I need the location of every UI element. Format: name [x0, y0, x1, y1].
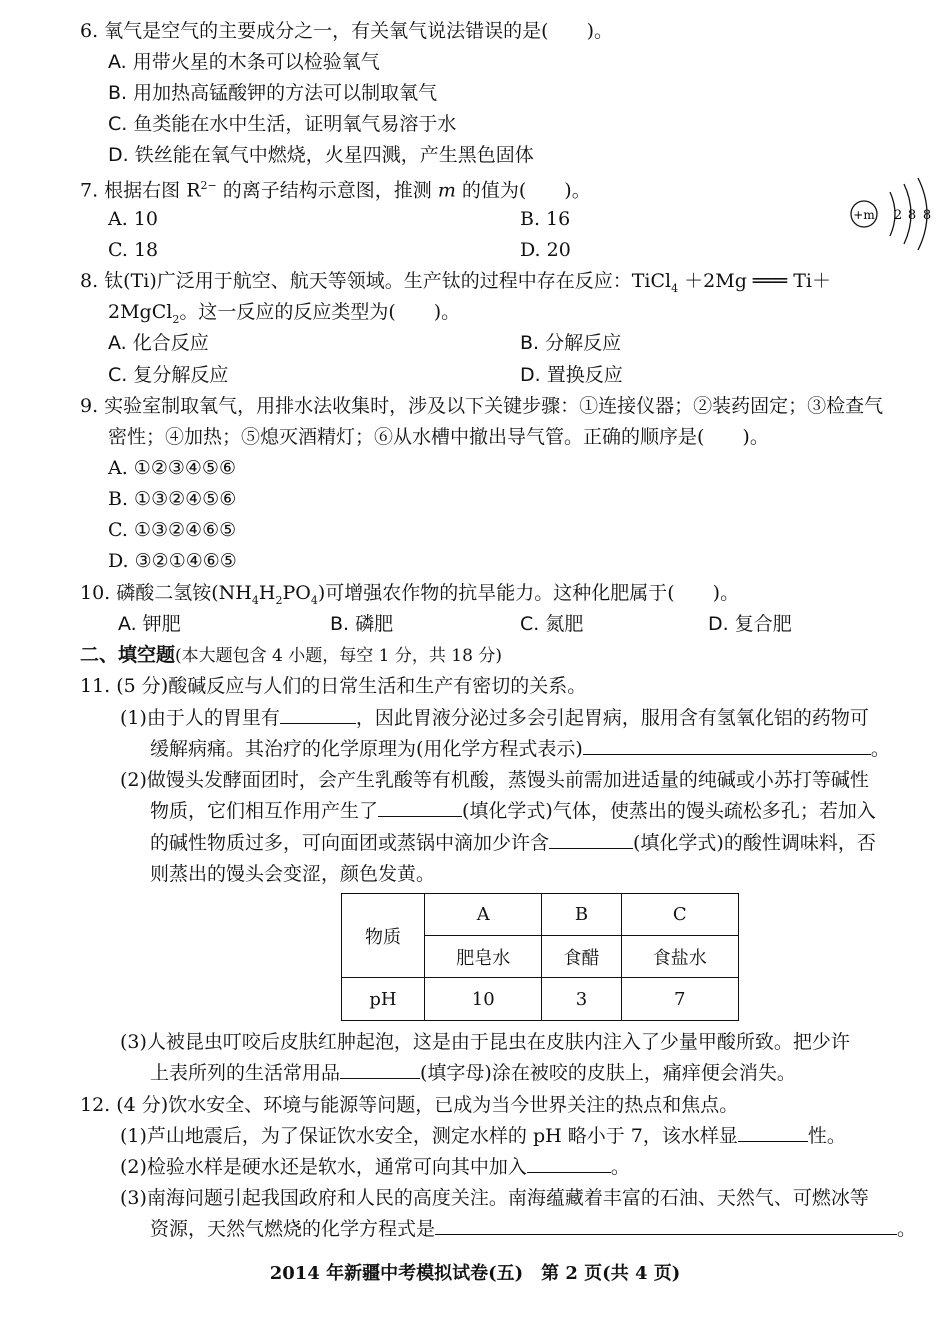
table-name-b: 食醋	[542, 936, 621, 978]
q10-option-c: C. 氮肥	[520, 613, 584, 635]
table-ph-a: 10	[425, 978, 542, 1021]
q7-option-d: D. 20	[520, 239, 571, 261]
q10-stem: 10. 磷酸二氢铵$(NH_4H_2PO_4)$可增强农作物的抗旱能力。这种化肥属于( )。	[80, 582, 740, 607]
section2-heading: 二、填空题(本大题包含 4 小题，每空 1 分，共 18 分)	[80, 644, 502, 666]
q12-part2: (2)检验水样是硬水还是软水，通常可向其中加入 。	[120, 1156, 630, 1178]
q9-option-b: B. ①③②④⑤⑥	[108, 488, 237, 510]
q9-option-a: A. ①②③④⑤⑥	[108, 457, 236, 479]
shell-3-count: 8	[922, 208, 932, 223]
q6-option-c: C. 鱼类能在水中生活，证明氧气易溶于水	[108, 113, 457, 135]
q11-part2-line4: 则蒸出的馒头会变涩，颜色发黄。	[150, 863, 436, 885]
q8-stem-line2: 2MgCl$_2$。这一反应的反应类型为( )。	[108, 301, 461, 326]
q12-blank-acidity[interactable]	[738, 1123, 808, 1142]
q8-option-b: B. 分解反应	[520, 332, 622, 354]
q11-blank-acid[interactable]	[549, 830, 633, 849]
table-ph-c: 7	[621, 978, 739, 1021]
table-col-a: A	[425, 894, 542, 936]
q12-stem: 12. (4 分)饮水安全、环境与能源等问题，已成为当今世界关注的热点和焦点。	[80, 1094, 739, 1116]
q10-option-d: D. 复合肥	[708, 613, 792, 635]
table-col-c: C	[621, 894, 739, 936]
ion-structure-diagram	[846, 174, 936, 254]
q7-option-a: A. 10	[108, 208, 158, 230]
q9-option-d: D. ③②①④⑥⑤	[108, 550, 237, 572]
q11-part1-line1: (1)由于人的胃里有 ，因此胃液分泌过多会引起胃病，服用含有氢氧化铝的药物可	[120, 707, 869, 729]
q11-part3-line2: 上表所列的生活常用品 (填字母)涂在被咬的皮肤上，痛痒便会消失。	[150, 1062, 796, 1084]
q7-option-c: C. 18	[108, 239, 159, 261]
shell-2-count: 8	[907, 208, 917, 223]
q7-stem: 7. 根据右图 $R^{2-}$ 的离子结构示意图，推测 m 的值为( )。	[80, 179, 591, 202]
q9-stem-line1: 9. 实验室制取氧气，用排水法收集时，涉及以下关键步骤：①连接仪器；②装药固定；③检查气	[80, 395, 884, 417]
table-name-a: 肥皂水	[425, 936, 542, 978]
q6-option-a: A. 用带火星的木条可以检验氧气	[108, 51, 380, 73]
table-col-b: B	[542, 894, 621, 936]
q6-option-b: B. 用加热高锰酸钾的方法可以制取氧气	[108, 82, 438, 104]
page-footer: 2014 年新疆中考模拟试卷(五) 第 2 页(共 4 页)	[269, 1263, 681, 1284]
table-ph-label: pH	[342, 978, 425, 1021]
q9-stem-line2: 密性；④加热；⑤熄灭酒精灯；⑥从水槽中撤出导气管。正确的顺序是( )。	[108, 426, 769, 448]
q12-part3-line1: (3)南海问题引起我国政府和人民的高度关注。南海蕴藏着丰富的石油、天然气、可燃冰等	[120, 1187, 869, 1209]
q7-option-b: B. 16	[520, 208, 571, 230]
q8-stem-line1: 8. 钛(Ti)广泛用于航空、航天等领域。生产钛的过程中存在反应：TiCl$_4$ ＋2Mg ═══ Ti＋	[80, 270, 832, 295]
q12-part3-line2: 资源，天然气燃烧的化学方程式是 。	[150, 1218, 917, 1240]
q11-blank-gas[interactable]	[378, 798, 462, 817]
q6-stem: 6. 氧气是空气的主要成分之一，有关氧气说法错误的是( )。	[80, 20, 613, 42]
table-ph-b: 3	[542, 978, 621, 1021]
q11-part3-line1: (3)人被昆虫叮咬后皮肤红肿起泡，这是由于昆虫在皮肤内注入了少量甲酸所致。把少许	[120, 1031, 850, 1053]
q8-option-c: C. 复分解反应	[108, 364, 229, 386]
q12-blank-reagent[interactable]	[527, 1154, 611, 1173]
ph-table	[341, 893, 739, 1021]
q6-option-d: D. 铁丝能在氧气中燃烧，火星四溅，产生黑色固体	[108, 144, 534, 166]
q11-part2-line3: 的碱性物质过多，可向面团或蒸锅中滴加少许含 (填化学式)的酸性调味料，否	[150, 832, 876, 854]
q11-part1-line2: 缓解病痛。其治疗的化学原理为(用化学方程式表示) 。	[150, 738, 890, 760]
table-name-c: 食盐水	[621, 936, 739, 978]
q11-stem: 11. (5 分)酸碱反应与人们的日常生活和生产有密切的关系。	[80, 675, 587, 697]
q11-part2-line2: 物质，它们相互作用产生了 (填化学式)气体，使蒸出的馒头疏松多孔；若加入	[150, 800, 876, 822]
q11-blank-equation[interactable]	[583, 736, 871, 755]
nucleus-label: +m	[853, 208, 875, 222]
shell-1-count: 2	[893, 208, 903, 223]
q12-blank-equation[interactable]	[435, 1216, 897, 1235]
table-row-head: 物质	[342, 894, 425, 978]
q8-option-d: D. 置换反应	[520, 364, 623, 386]
q11-part2-line1: (2)做馒头发酵面团时，会产生乳酸等有机酸，蒸馒头前需加进适量的纯碱或小苏打等碱性	[120, 769, 869, 791]
q12-part1: (1)芦山地震后，为了保证饮水安全，测定水样的 pH 略小于 7，该水样显 性。	[120, 1125, 846, 1147]
q10-option-a: A. 钾肥	[118, 613, 181, 635]
q11-blank-letter[interactable]	[340, 1060, 420, 1079]
q9-option-c: C. ①③②④⑥⑤	[108, 519, 237, 541]
q8-option-a: A. 化合反应	[108, 332, 209, 354]
q10-option-b: B. 磷肥	[330, 613, 394, 635]
q11-blank-1[interactable]	[280, 705, 356, 724]
